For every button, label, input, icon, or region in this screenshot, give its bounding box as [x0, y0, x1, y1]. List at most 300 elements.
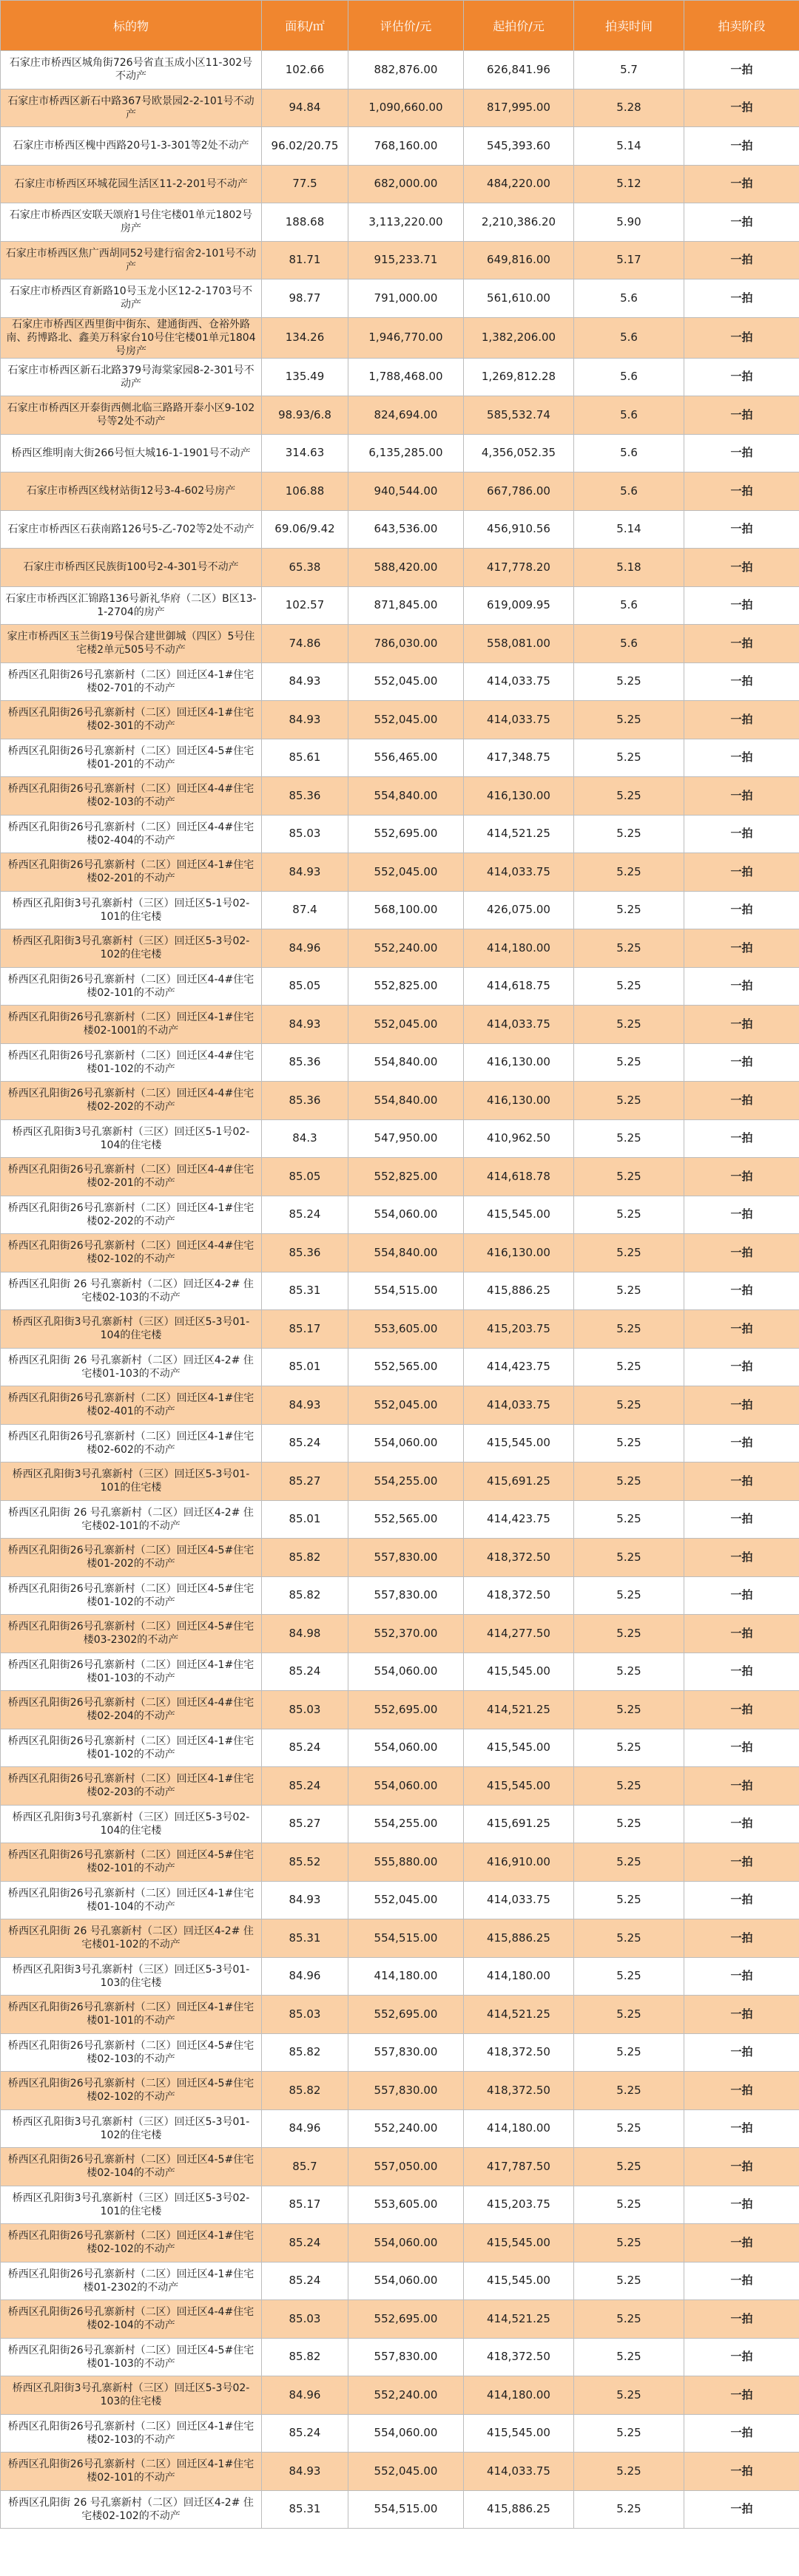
auction-stage-cell: 一拍	[684, 2490, 799, 2529]
auction-stage-cell: 一拍	[684, 1919, 799, 1958]
table-row	[1, 510, 799, 549]
auction-date-cell: 5.25	[574, 1729, 684, 1767]
appraisal-price-cell: 1,946,770.00	[348, 317, 464, 358]
table-row	[1, 1539, 799, 1577]
area-cell: 134.26	[262, 317, 348, 358]
appraisal-price-cell: 557,050.00	[348, 2148, 464, 2186]
starting-price-cell: 418,372.50	[464, 2072, 574, 2110]
starting-price-cell: 416,910.00	[464, 1843, 574, 1882]
auction-stage-cell: 一拍	[684, 165, 799, 203]
item-cell: 桥西区孔阳街 26 号孔寨新村（二区）回迁区4-2# 住宅楼02-102的不动产	[1, 2490, 262, 2529]
table-row	[1, 1805, 799, 1843]
appraisal-price-cell: 824,694.00	[348, 396, 464, 435]
starting-price-cell: 414,180.00	[464, 929, 574, 968]
appraisal-price-cell: 682,000.00	[348, 165, 464, 203]
auction-date-cell: 5.25	[574, 1234, 684, 1272]
table-row	[1, 929, 799, 968]
area-cell: 84.93	[262, 1881, 348, 1919]
auction-stage-cell: 一拍	[684, 1424, 799, 1462]
item-cell: 桥西区孔阳街26号孔寨新村（二区）回迁区4-4#住宅楼01-102的不动产	[1, 1043, 262, 1082]
area-cell: 84.96	[262, 1957, 348, 1996]
auction-date-cell: 5.25	[574, 2338, 684, 2376]
table-row	[1, 241, 799, 279]
item-cell: 家庄市桥西区玉兰街19号保合建世御城（四区）5号住宅楼2单元505号不动产	[1, 625, 262, 663]
auction-stage-cell: 一拍	[684, 1729, 799, 1767]
appraisal-price-cell: 554,515.00	[348, 1272, 464, 1310]
item-cell: 桥西区孔阳街3号孔寨新村（三区）回迁区5-1号02-104的住宅楼	[1, 1119, 262, 1158]
table-row	[1, 472, 799, 511]
item-cell: 桥西区孔阳街26号孔寨新村（二区）回迁区4-1#住宅楼01-2302的不动产	[1, 2262, 262, 2300]
auction-date-cell: 5.25	[574, 701, 684, 739]
area-cell: 84.93	[262, 2453, 348, 2491]
auction-date-cell: 5.25	[574, 815, 684, 853]
auction-date-cell: 5.25	[574, 1957, 684, 1996]
area-cell: 102.66	[262, 51, 348, 89]
starting-price-cell: 415,691.25	[464, 1805, 574, 1843]
table-row	[1, 2338, 799, 2376]
auction-stage-cell: 一拍	[684, 549, 799, 587]
auction-date-cell: 5.25	[574, 1348, 684, 1386]
appraisal-price-cell: 555,880.00	[348, 1843, 464, 1882]
item-cell: 石家庄市桥西区城角街726号省直玉成小区11-302号不动产	[1, 51, 262, 89]
item-cell: 桥西区孔阳街26号孔寨新村（二区）回迁区4-4#住宅楼02-101的不动产	[1, 967, 262, 1006]
appraisal-price-cell: 552,695.00	[348, 2300, 464, 2339]
table-row	[1, 1462, 799, 1501]
area-cell: 84.96	[262, 929, 348, 968]
table-row	[1, 815, 799, 853]
auction-stage-cell: 一拍	[684, 1539, 799, 1577]
item-cell: 桥西区孔阳街3号孔寨新村（三区）回迁区5-3号02-102的住宅楼	[1, 929, 262, 968]
starting-price-cell: 667,786.00	[464, 472, 574, 511]
area-cell: 85.03	[262, 2300, 348, 2339]
starting-price-cell: 414,618.78	[464, 1158, 574, 1196]
header-auction-stage: 拍卖阶段	[684, 1, 799, 51]
table-row	[1, 1500, 799, 1539]
area-cell: 85.01	[262, 1348, 348, 1386]
item-cell: 石家庄市桥西区槐中西路20号1-3-301等2处不动产	[1, 127, 262, 166]
appraisal-price-cell: 552,370.00	[348, 1615, 464, 1653]
starting-price-cell: 414,033.75	[464, 1386, 574, 1425]
appraisal-price-cell: 554,060.00	[348, 2262, 464, 2300]
starting-price-cell: 416,130.00	[464, 1234, 574, 1272]
auction-date-cell: 5.25	[574, 2224, 684, 2263]
auction-stage-cell: 一拍	[684, 89, 799, 127]
area-cell: 98.77	[262, 279, 348, 318]
area-cell: 85.82	[262, 1539, 348, 1577]
table-row	[1, 1576, 799, 1615]
auction-date-cell: 5.6	[574, 279, 684, 318]
auction-stage-cell: 一拍	[684, 1500, 799, 1539]
starting-price-cell: 416,130.00	[464, 1043, 574, 1082]
area-cell: 84.93	[262, 853, 348, 892]
auction-stage-cell: 一拍	[684, 1881, 799, 1919]
item-cell: 桥西区孔阳街26号孔寨新村（二区）回迁区4-4#住宅楼02-404的不动产	[1, 815, 262, 853]
appraisal-price-cell: 553,605.00	[348, 2186, 464, 2224]
appraisal-price-cell: 552,045.00	[348, 2453, 464, 2491]
item-cell: 桥西区孔阳街26号孔寨新村（二区）回迁区4-5#住宅楼02-103的不动产	[1, 2033, 262, 2072]
table-row	[1, 625, 799, 663]
appraisal-price-cell: 588,420.00	[348, 549, 464, 587]
table-row	[1, 549, 799, 587]
appraisal-price-cell: 552,240.00	[348, 2376, 464, 2415]
area-cell: 85.82	[262, 1576, 348, 1615]
table-row	[1, 2224, 799, 2263]
item-cell: 桥西区孔阳街26号孔寨新村（二区）回迁区4-5#住宅楼01-103的不动产	[1, 2338, 262, 2376]
table-row	[1, 89, 799, 127]
table-row	[1, 701, 799, 739]
auction-stage-cell: 一拍	[684, 662, 799, 701]
table-header-row	[1, 1, 799, 51]
starting-price-cell: 456,910.56	[464, 510, 574, 549]
appraisal-price-cell: 554,060.00	[348, 1653, 464, 1691]
starting-price-cell: 414,423.75	[464, 1500, 574, 1539]
starting-price-cell: 415,545.00	[464, 1767, 574, 1806]
item-cell: 石家庄市桥西区焦广西胡同52号建行宿舍2-101号不动产	[1, 241, 262, 279]
appraisal-price-cell: 786,030.00	[348, 625, 464, 663]
item-cell: 石家庄市桥西区环城花园生活区11-2-201号不动产	[1, 165, 262, 203]
header-area: 面积/㎡	[262, 1, 348, 51]
table-row	[1, 1996, 799, 2034]
appraisal-price-cell: 554,255.00	[348, 1462, 464, 1501]
appraisal-price-cell: 791,000.00	[348, 279, 464, 318]
appraisal-price-cell: 871,845.00	[348, 586, 464, 625]
auction-date-cell: 5.25	[574, 1462, 684, 1501]
starting-price-cell: 2,210,386.20	[464, 203, 574, 242]
item-cell: 桥西区孔阳街26号孔寨新村（二区）回迁区4-5#住宅楼03-2302的不动产	[1, 1615, 262, 1653]
auction-stage-cell: 一拍	[684, 1386, 799, 1425]
auction-stage-cell: 一拍	[684, 2338, 799, 2376]
area-cell: 85.7	[262, 2148, 348, 2186]
area-cell: 85.31	[262, 1272, 348, 1310]
auction-stage-cell: 一拍	[684, 1843, 799, 1882]
appraisal-price-cell: 554,060.00	[348, 2224, 464, 2263]
area-cell: 85.03	[262, 815, 348, 853]
area-cell: 65.38	[262, 549, 348, 587]
starting-price-cell: 414,180.00	[464, 2376, 574, 2415]
starting-price-cell: 414,423.75	[464, 1348, 574, 1386]
starting-price-cell: 545,393.60	[464, 127, 574, 166]
auction-date-cell: 5.25	[574, 1500, 684, 1539]
starting-price-cell: 414,033.75	[464, 701, 574, 739]
table-row	[1, 358, 799, 396]
table-row	[1, 586, 799, 625]
auction-stage-cell: 一拍	[684, 1272, 799, 1310]
area-cell: 94.84	[262, 89, 348, 127]
appraisal-price-cell: 554,840.00	[348, 1043, 464, 1082]
starting-price-cell: 414,180.00	[464, 1957, 574, 1996]
table-row	[1, 1957, 799, 1996]
area-cell: 85.36	[262, 1082, 348, 1120]
auction-date-cell: 5.25	[574, 1691, 684, 1729]
auction-stage-cell: 一拍	[684, 1158, 799, 1196]
auction-stage-cell: 一拍	[684, 1119, 799, 1158]
auction-stage-cell: 一拍	[684, 2109, 799, 2148]
appraisal-price-cell: 552,045.00	[348, 662, 464, 701]
appraisal-price-cell: 6,135,285.00	[348, 434, 464, 472]
starting-price-cell: 417,348.75	[464, 739, 574, 777]
item-cell: 桥西区孔阳街26号孔寨新村（二区）回迁区4-1#住宅楼02-203的不动产	[1, 1767, 262, 1806]
auction-stage-cell: 一拍	[684, 1691, 799, 1729]
auction-date-cell: 5.25	[574, 1996, 684, 2034]
auction-date-cell: 5.25	[574, 929, 684, 968]
auction-stage-cell: 一拍	[684, 2072, 799, 2110]
area-cell: 84.93	[262, 701, 348, 739]
appraisal-price-cell: 557,830.00	[348, 2338, 464, 2376]
table-row	[1, 1615, 799, 1653]
appraisal-price-cell: 552,045.00	[348, 701, 464, 739]
appraisal-price-cell: 554,060.00	[348, 1196, 464, 1234]
starting-price-cell: 415,545.00	[464, 2262, 574, 2300]
item-cell: 石家庄市桥西区开泰街西侧北临三路路开泰小区9-102号等2处不动产	[1, 396, 262, 435]
item-cell: 桥西区孔阳街3号孔寨新村（三区）回迁区5-1号02-101的住宅楼	[1, 891, 262, 929]
header-starting-price: 起拍价/元	[464, 1, 574, 51]
area-cell: 85.31	[262, 1919, 348, 1958]
table-row	[1, 891, 799, 929]
auction-date-cell: 5.25	[574, 2262, 684, 2300]
starting-price-cell: 817,995.00	[464, 89, 574, 127]
auction-stage-cell: 一拍	[684, 241, 799, 279]
auction-date-cell: 5.7	[574, 51, 684, 89]
auction-stage-cell: 一拍	[684, 51, 799, 89]
auction-stage-cell: 一拍	[684, 1653, 799, 1691]
area-cell: 96.02/20.75	[262, 127, 348, 166]
starting-price-cell: 417,778.20	[464, 549, 574, 587]
table-row	[1, 1158, 799, 1196]
auction-stage-cell: 一拍	[684, 2453, 799, 2491]
header-auction-date: 拍卖时间	[574, 1, 684, 51]
auction-date-cell: 5.25	[574, 2414, 684, 2453]
table-row	[1, 1729, 799, 1767]
appraisal-price-cell: 552,045.00	[348, 853, 464, 892]
item-cell: 桥西区孔阳街26号孔寨新村（二区）回迁区4-1#住宅楼01-101的不动产	[1, 1996, 262, 2034]
auction-stage-cell: 一拍	[684, 1006, 799, 1044]
table-row	[1, 1006, 799, 1044]
auction-date-cell: 5.18	[574, 549, 684, 587]
table-row	[1, 203, 799, 242]
appraisal-price-cell: 552,045.00	[348, 1006, 464, 1044]
starting-price-cell: 415,886.25	[464, 1272, 574, 1310]
starting-price-cell: 415,203.75	[464, 1310, 574, 1349]
item-cell: 桥西区孔阳街26号孔寨新村（二区）回迁区4-5#住宅楼01-202的不动产	[1, 1539, 262, 1577]
area-cell: 85.82	[262, 2033, 348, 2072]
appraisal-price-cell: 554,840.00	[348, 1234, 464, 1272]
item-cell: 桥西区孔阳街 26 号孔寨新村（二区）回迁区4-2# 住宅楼01-102的不动产	[1, 1919, 262, 1958]
starting-price-cell: 415,886.25	[464, 2490, 574, 2529]
auction-stage-cell: 一拍	[684, 739, 799, 777]
auction-stage-cell: 一拍	[684, 127, 799, 166]
auction-stage-cell: 一拍	[684, 2224, 799, 2263]
table-row	[1, 1424, 799, 1462]
auction-date-cell: 5.25	[574, 967, 684, 1006]
starting-price-cell: 1,382,206.00	[464, 317, 574, 358]
appraisal-price-cell: 1,788,468.00	[348, 358, 464, 396]
auction-stage-cell: 一拍	[684, 625, 799, 663]
table-row	[1, 1272, 799, 1310]
starting-price-cell: 415,545.00	[464, 1196, 574, 1234]
auction-stage-cell: 一拍	[684, 1767, 799, 1806]
table-row	[1, 1234, 799, 1272]
starting-price-cell: 558,081.00	[464, 625, 574, 663]
area-cell: 135.49	[262, 358, 348, 396]
appraisal-price-cell: 554,060.00	[348, 1729, 464, 1767]
item-cell: 桥西区孔阳街26号孔寨新村（二区）回迁区4-1#住宅楼01-104的不动产	[1, 1881, 262, 1919]
auction-stage-cell: 一拍	[684, 853, 799, 892]
appraisal-price-cell: 554,515.00	[348, 2490, 464, 2529]
auction-date-cell: 5.25	[574, 2148, 684, 2186]
item-cell: 桥西区孔阳街26号孔寨新村（二区）回迁区4-1#住宅楼02-701的不动产	[1, 662, 262, 701]
auction-date-cell: 5.25	[574, 1006, 684, 1044]
item-cell: 桥西区孔阳街3号孔寨新村（三区）回迁区5-3号02-101的住宅楼	[1, 2186, 262, 2224]
starting-price-cell: 414,521.25	[464, 2300, 574, 2339]
table-row	[1, 2414, 799, 2453]
appraisal-price-cell: 552,240.00	[348, 2109, 464, 2148]
appraisal-price-cell: 882,876.00	[348, 51, 464, 89]
auction-stage-cell: 一拍	[684, 2033, 799, 2072]
area-cell: 85.01	[262, 1500, 348, 1539]
auction-date-cell: 5.25	[574, 1576, 684, 1615]
auction-date-cell: 5.25	[574, 2072, 684, 2110]
table-row	[1, 396, 799, 435]
table-row	[1, 1082, 799, 1120]
auction-date-cell: 5.6	[574, 434, 684, 472]
area-cell: 102.57	[262, 586, 348, 625]
auction-date-cell: 5.14	[574, 127, 684, 166]
auction-stage-cell: 一拍	[684, 472, 799, 511]
table-row	[1, 434, 799, 472]
appraisal-price-cell: 552,240.00	[348, 929, 464, 968]
item-cell: 桥西区孔阳街3号孔寨新村（三区）回迁区5-3号01-104的住宅楼	[1, 1310, 262, 1349]
item-cell: 石家庄市桥西区西里街中街东、建通街西、仓裕外路南、药博路北、鑫美万科家台10号住宅楼01单元1804号房产	[1, 317, 262, 358]
auction-stage-cell: 一拍	[684, 1805, 799, 1843]
appraisal-price-cell: 554,840.00	[348, 1082, 464, 1120]
auction-date-cell: 5.25	[574, 1539, 684, 1577]
item-cell: 石家庄市桥西区育新路10号玉龙小区12-2-1703号不动产	[1, 279, 262, 318]
auction-stage-cell: 一拍	[684, 1576, 799, 1615]
table-row	[1, 2109, 799, 2148]
auction-date-cell: 5.90	[574, 203, 684, 242]
appraisal-price-cell: 553,605.00	[348, 1310, 464, 1349]
table-row	[1, 165, 799, 203]
starting-price-cell: 426,075.00	[464, 891, 574, 929]
appraisal-price-cell: 1,090,660.00	[348, 89, 464, 127]
item-cell: 桥西区孔阳街26号孔寨新村（二区）回迁区4-1#住宅楼02-1001的不动产	[1, 1006, 262, 1044]
appraisal-price-cell: 554,060.00	[348, 1424, 464, 1462]
table-row	[1, 1119, 799, 1158]
item-cell: 石家庄市桥西区新石中路367号欧景园2-2-101号不动产	[1, 89, 262, 127]
item-cell: 石家庄市桥西区石获南路126号5-乙-702等2处不动产	[1, 510, 262, 549]
starting-price-cell: 415,545.00	[464, 1653, 574, 1691]
area-cell: 85.27	[262, 1462, 348, 1501]
auction-date-cell: 5.25	[574, 2453, 684, 2491]
auction-stage-cell: 一拍	[684, 586, 799, 625]
table-row	[1, 1919, 799, 1958]
starting-price-cell: 415,691.25	[464, 1462, 574, 1501]
auction-stage-cell: 一拍	[684, 1462, 799, 1501]
item-cell: 桥西区维明南大街266号恒大城16-1-1901号不动产	[1, 434, 262, 472]
table-row	[1, 2186, 799, 2224]
auction-stage-cell: 一拍	[684, 317, 799, 358]
area-cell: 85.31	[262, 2490, 348, 2529]
starting-price-cell: 418,372.50	[464, 2338, 574, 2376]
auction-stage-cell: 一拍	[684, 1234, 799, 1272]
item-cell: 桥西区孔阳街26号孔寨新村（二区）回迁区4-1#住宅楼02-101的不动产	[1, 2453, 262, 2491]
area-cell: 77.5	[262, 165, 348, 203]
area-cell: 85.24	[262, 2262, 348, 2300]
header-appraisal-price: 评估价/元	[348, 1, 464, 51]
starting-price-cell: 4,356,052.35	[464, 434, 574, 472]
item-cell: 桥西区孔阳街26号孔寨新村（二区）回迁区4-5#住宅楼02-102的不动产	[1, 2072, 262, 2110]
item-cell: 桥西区孔阳街3号孔寨新村（三区）回迁区5-3号01-102的住宅楼	[1, 2109, 262, 2148]
table-row	[1, 1348, 799, 1386]
item-cell: 石家庄市桥西区民族街100号2-4-301号不动产	[1, 549, 262, 587]
appraisal-price-cell: 554,060.00	[348, 1767, 464, 1806]
starting-price-cell: 414,180.00	[464, 2109, 574, 2148]
auction-date-cell: 5.25	[574, 1653, 684, 1691]
appraisal-price-cell: 554,840.00	[348, 777, 464, 816]
appraisal-price-cell: 940,544.00	[348, 472, 464, 511]
table-row	[1, 51, 799, 89]
appraisal-price-cell: 552,695.00	[348, 1691, 464, 1729]
item-cell: 桥西区孔阳街26号孔寨新村（二区）回迁区4-1#住宅楼01-103的不动产	[1, 1653, 262, 1691]
area-cell: 74.86	[262, 625, 348, 663]
item-cell: 桥西区孔阳街26号孔寨新村（二区）回迁区4-1#住宅楼02-201的不动产	[1, 853, 262, 892]
auction-date-cell: 5.25	[574, 2300, 684, 2339]
table-row	[1, 1691, 799, 1729]
table-row	[1, 777, 799, 816]
area-cell: 85.24	[262, 1729, 348, 1767]
auction-stage-cell: 一拍	[684, 1996, 799, 2034]
starting-price-cell: 414,277.50	[464, 1615, 574, 1653]
starting-price-cell: 1,269,812.28	[464, 358, 574, 396]
auction-stage-cell: 一拍	[684, 510, 799, 549]
starting-price-cell: 561,610.00	[464, 279, 574, 318]
area-cell: 85.27	[262, 1805, 348, 1843]
auction-stage-cell: 一拍	[684, 1196, 799, 1234]
auction-date-cell: 5.6	[574, 396, 684, 435]
item-cell: 桥西区孔阳街26号孔寨新村（二区）回迁区4-1#住宅楼02-103的不动产	[1, 2414, 262, 2453]
auction-date-cell: 5.25	[574, 1843, 684, 1882]
table-row	[1, 1310, 799, 1349]
auction-date-cell: 5.6	[574, 358, 684, 396]
table-row	[1, 1843, 799, 1882]
starting-price-cell: 414,033.75	[464, 853, 574, 892]
auction-stage-cell: 一拍	[684, 815, 799, 853]
auction-stage-cell: 一拍	[684, 358, 799, 396]
item-cell: 桥西区孔阳街 26 号孔寨新村（二区）回迁区4-2# 住宅楼01-103的不动产	[1, 1348, 262, 1386]
starting-price-cell: 414,033.75	[464, 1881, 574, 1919]
table-row	[1, 317, 799, 358]
area-cell: 85.61	[262, 739, 348, 777]
area-cell: 314.63	[262, 434, 348, 472]
item-cell: 石家庄市桥西区新石北路379号海棠家园8-2-301号不动产	[1, 358, 262, 396]
starting-price-cell: 416,130.00	[464, 1082, 574, 1120]
item-cell: 桥西区孔阳街3号孔寨新村（三区）回迁区5-3号02-104的住宅楼	[1, 1805, 262, 1843]
area-cell: 84.93	[262, 1006, 348, 1044]
auction-date-cell: 5.6	[574, 586, 684, 625]
area-cell: 85.05	[262, 1158, 348, 1196]
auction-date-cell: 5.6	[574, 317, 684, 358]
auction-stage-cell: 一拍	[684, 396, 799, 435]
item-cell: 桥西区孔阳街26号孔寨新村（二区）回迁区4-5#住宅楼01-201的不动产	[1, 739, 262, 777]
item-cell: 石家庄市桥西区线材站街12号3-4-602号房产	[1, 472, 262, 511]
starting-price-cell: 418,372.50	[464, 1576, 574, 1615]
table-row	[1, 1881, 799, 1919]
area-cell: 85.03	[262, 1691, 348, 1729]
table-row	[1, 127, 799, 166]
auction-date-cell: 5.25	[574, 662, 684, 701]
table-row	[1, 2262, 799, 2300]
auction-date-cell: 5.25	[574, 2490, 684, 2529]
